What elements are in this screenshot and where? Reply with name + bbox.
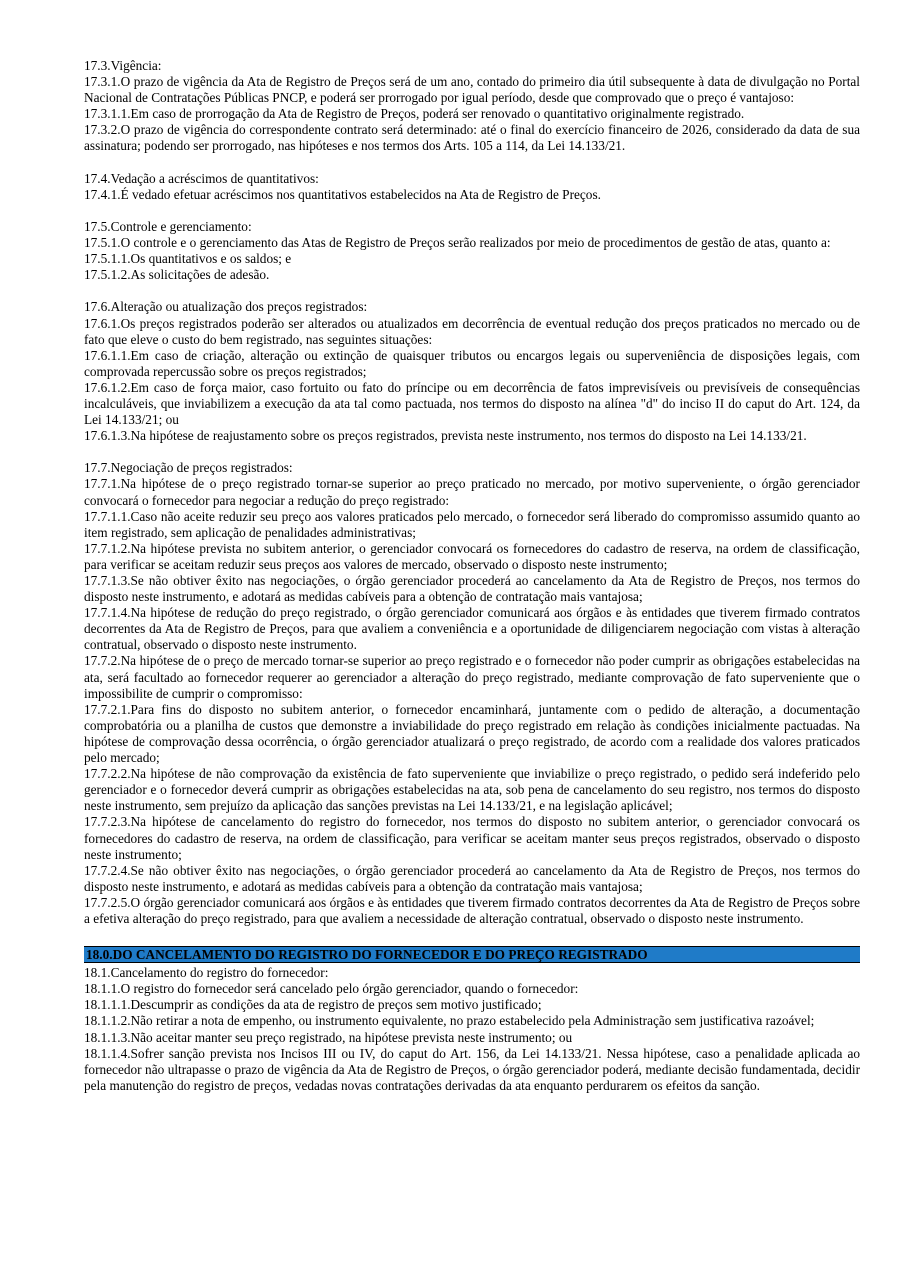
paragraph: 17.7.1.3.Se não obtiver êxito nas negociações, o órgão gerenciador procederá ao cancelamento da Ata de Registro de Preços, nos termos do disposto neste instrumento, e adotará as medidas cabíveis para a obtenção de contratação mais vantajosa; [84,573,860,605]
paragraph: 17.7.2.1.Para fins do disposto no subitem anterior, o fornecedor encaminhará, juntamente com o pedido de alteração, a documentação comprobatória ou a planilha de custos que demonstre a inviabilidade do preço registrado em relação às condições inicialmente pactuadas. Na hipótese de comprovação dessa ocorrência, o órgão gerenciador atualizará o preço registrado, de acordo com a realidade dos valores praticados pelo mercado; [84,701,860,766]
paragraph: 17.7.1.Na hipótese de o preço registrado tornar-se superior ao preço praticado no mercado, por motivo superveniente, o órgão gerenciador convocará o fornecedor para negociar a redução do preço registrado: [84,476,860,508]
paragraph: 17.3.2.O prazo de vigência do correspondente contrato será determinado: até o final do exercício financeiro de 2026, considerado da data de sua assinatura; podendo ser prorrogado, nas hipóteses e nos termos dos Arts. 105 a 114, da Lei 14.133/21. [84,122,860,154]
paragraph: 17.7.2.5.O órgão gerenciador comunicará aos órgãos e às entidades que tiverem firmado contratos decorrentes da Ata de Registro de Preços sobre a efetiva alteração do preço registrado, para que avaliem a necessidade de alteração contratual, observado o disposto neste instrumento. [84,894,860,926]
spacer [84,203,860,219]
paragraph: 18.1.1.1.Descumprir as condições da ata de registro de preços sem motivo justificado; [84,997,542,1013]
spacer [84,283,860,299]
paragraph: 17.6.1.Os preços registrados poderão ser alterados ou atualizados em decorrência de eventual redução dos preços praticados no mercado ou de fato que eleve o custo do bem registrado, nas seguintes situações: [84,315,860,347]
spacer [84,155,860,171]
paragraph: 18.1.1.3.Não aceitar manter seu preço registrado, na hipótese prevista neste instrumento; ou [84,1029,573,1045]
spacer [84,927,860,943]
paragraph: 17.3.Vigência: [84,58,162,73]
paragraph: 17.5.1.1.Os quantitativos e os saldos; e [84,251,292,267]
section-17-7-negociacao [84,460,860,927]
section-17-4-vedacao [84,171,860,203]
section-18-1-cancelamento [84,965,860,1094]
paragraph: 17.7.2.3.Na hipótese de cancelamento do registro do fornecedor, nos termos do disposto no subitem anterior, o gerenciador convocará os fornecedores do cadastro de reserva, na ordem de classificação, para verificar se aceitam manter seus preços registrados, observado o disposto neste instrumento; [84,814,860,862]
paragraph: 17.7.2.2.Na hipótese de não comprovação da existência de fato superveniente que inviabilize o preço registrado, o pedido será indeferido pelo gerenciador e o fornecedor deverá cumprir as obrigações estabelecidas na ata, sob pena de cancelamento do seu registro, nos termos do disposto neste instrumento, sem prejuízo da aplicação das sanções previstas na Lei 14.133/21, e na legislação aplicável; [84,766,860,814]
section-18-heading: 18.0.DO CANCELAMENTO DO REGISTRO DO FORNECEDOR E DO PREÇO REGISTRADO [84,946,860,963]
paragraph: 17.6.1.1.Em caso de criação, alteração ou extinção de quaisquer tributos ou encargos legais ou superveniência de disposições legais, com comprovada repercussão sobre os preços registrados; [84,347,860,379]
paragraph: 18.1.Cancelamento do registro do fornecedor: [84,965,329,981]
paragraph: 17.7.1.2.Na hipótese prevista no subitem anterior, o gerenciador convocará os fornecedores do cadastro de reserva, na ordem de classificação, para verificar se aceitam reduzir seus preços aos valores de mercado, observado o disposto neste instrumento; [84,540,860,572]
spacer [84,444,860,460]
paragraph: 17.4.Vedação a acréscimos de quantitativos: [84,170,319,186]
paragraph: 17.5.Controle e gerenciamento: [84,218,252,234]
paragraph: 17.5.1.2.As solicitações de adesão. [84,267,270,283]
paragraph: 18.1.1.O registro do fornecedor será cancelado pelo órgão gerenciador, quando o fornecedor: [84,981,579,997]
paragraph: 17.6.1.2.Em caso de força maior, caso fortuito ou fato do príncipe ou em decorrência de fatos imprevisíveis ou previsíveis de consequências incalculáveis, que inviabilizem a execução da ata tal como pactuada, nos termos do disposto na alínea "d" do inciso II do caput do Art. 124, da Lei 14.133/21; ou [84,379,860,428]
section-17-5-controle [84,219,860,283]
paragraph: 17.3.1.O prazo de vigência da Ata de Registro de Preços será de um ano, contado do primeiro dia útil subsequente à data de divulgação no Portal Nacional de Contratações Públicas PNCP, e poderá ser prorrogado por igual período, desde que comprovado que o preço é vantajoso: [84,74,860,106]
paragraph: 17.6.Alteração ou atualização dos preços registrados: [84,299,368,315]
paragraph: 17.7.Negociação de preços registrados: [84,460,293,476]
section-17-3-vigencia [84,58,860,155]
paragraph: 17.7.1.1.Caso não aceite reduzir seu preço aos valores praticados pelo mercado, o fornecedor será liberado do compromisso assumido quanto ao item registrado, sem aplicação de penalidades administrativas; [84,508,860,540]
paragraph: 17.6.1.3.Na hipótese de reajustamento sobre os preços registrados, prevista neste instrumento, nos termos do disposto na Lei 14.133/21. [84,428,807,444]
paragraph: 18.1.1.2.Não retirar a nota de empenho, ou instrumento equivalente, no prazo estabelecido pela Administração sem justificativa razoável; [84,1013,815,1029]
paragraph: 17.3.1.1.Em caso de prorrogação da Ata de Registro de Preços, poderá ser renovado o quantitativo originalmente registrado. [84,106,745,122]
paragraph: 18.1.1.4.Sofrer sanção prevista nos Incisos III ou IV, do caput do Art. 156, da Lei 14.133/21. Nessa hipótese, caso a penalidade aplicada ao fornecedor não ultrapasse o prazo de vigência da Ata de Registro de Preços, o órgão gerenciador poderá, mediante decisão fundamentada, decidir pela manutenção do registro de preços, vedadas novas contratações derivadas da ata enquanto perdurarem os efeitos da sanção. [84,1045,860,1093]
paragraph: 17.7.2.Na hipótese de o preço de mercado tornar-se superior ao preço registrado e o fornecedor não poder cumprir as obrigações estabelecidas na ata, será facultado ao fornecedor requerer ao gerenciador a alteração do preço registrado, mediante comprovação de fato superveniente que o impossibilite de cumprir o compromisso: [84,653,860,701]
paragraph: 17.5.1.O controle e o gerenciamento das Atas de Registro de Preços serão realizados por meio de procedimentos de gestão de atas, quanto a: [84,235,831,251]
document-page [84,58,860,1094]
paragraph: 17.4.1.É vedado efetuar acréscimos nos quantitativos estabelecidos na Ata de Registro de Preços. [84,186,601,202]
paragraph: 17.7.1.4.Na hipótese de redução do preço registrado, o órgão gerenciador comunicará aos órgãos e às entidades que tiverem firmado contratos decorrentes da Ata de Registro de Preços, para que avaliem a conveniência e a oportunidade de diligenciarem negociação com vistas à alteração contratual, observado o disposto neste instrumento. [84,605,860,653]
section-17-6-alteracao [84,299,860,444]
paragraph: 17.7.2.4.Se não obtiver êxito nas negociações, o órgão gerenciador procederá ao cancelamento da Ata de Registro de Preços, nos termos do disposto neste instrumento, e adotará as medidas cabíveis para a obtenção da contratação mais vantajosa; [84,862,860,894]
